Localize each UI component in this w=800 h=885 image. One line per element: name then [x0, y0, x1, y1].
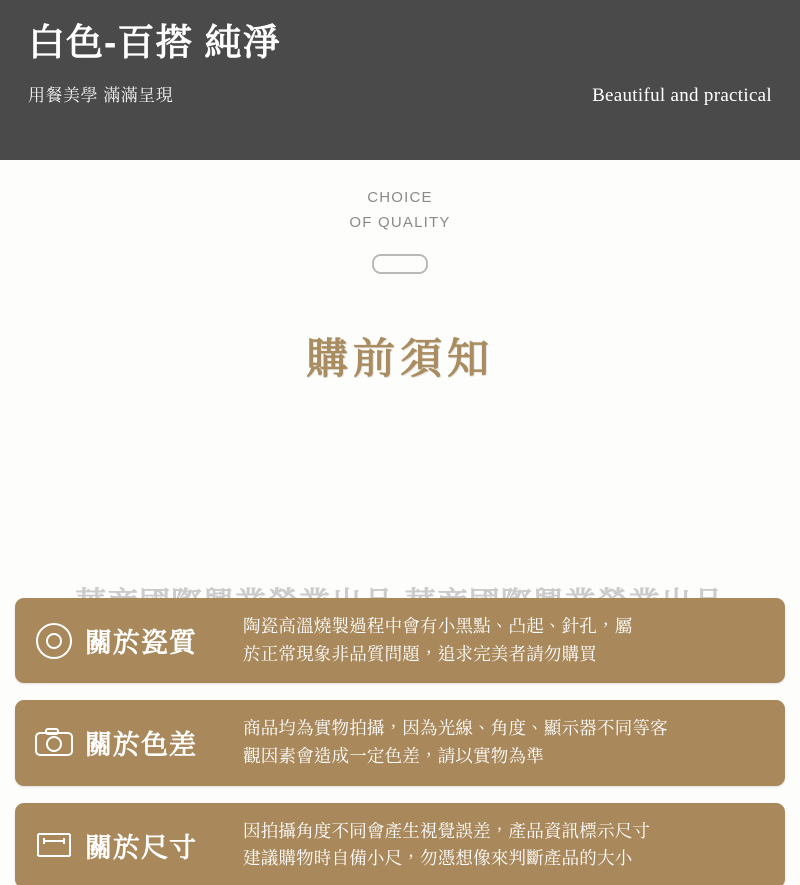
notice-card: [15, 803, 785, 885]
camera-icon: [31, 720, 77, 766]
notice-card-body-line: 觀因素會造成一定色差，請以實物為準: [243, 745, 544, 766]
hero-title: 白色-百搭 純淨: [28, 22, 281, 63]
notice-card: [15, 700, 785, 785]
notice-card-heading: [31, 822, 243, 868]
hero-english-tagline: Beautiful and practical: [592, 84, 772, 106]
notice-card-label: 關於尺寸: [85, 832, 197, 863]
notice-card-body: [243, 818, 767, 873]
choice-line-2: OF QUALITY: [349, 213, 451, 231]
pill-divider-icon: [372, 254, 428, 274]
notice-card-body: [243, 715, 767, 770]
notice-card-body-line: 因拍攝角度不同會產生視覺誤差，產品資訊標示尺寸: [243, 820, 651, 841]
notice-card-heading: [31, 618, 243, 664]
choice-line-1: CHOICE: [367, 189, 433, 206]
notice-card-list: [0, 598, 800, 885]
notice-card: [15, 598, 785, 683]
notice-card-body-line: 陶瓷高溫燒製過程中會有小黑點、凸起、針孔，屬: [243, 616, 633, 636]
hero-subtitle-row: [28, 81, 772, 107]
notice-card-body: [243, 613, 767, 668]
content-area: [0, 160, 800, 885]
notice-card-label: 關於瓷質: [85, 628, 197, 659]
measure-frame-icon: [31, 822, 77, 868]
notice-card-body-line: 商品均為實物拍攝，因為光線、角度、顯示器不同等客: [243, 718, 668, 739]
notice-card-body-line: 於正常現象非品質問題，追求完美者請勿購買: [243, 643, 597, 664]
hero-banner: [0, 0, 800, 160]
notice-card-heading: [31, 720, 243, 766]
hero-subtitle: 用餐美學 滿滿呈現: [28, 85, 174, 105]
choice-of-quality-block: [0, 160, 800, 274]
notice-card-body-line: 建議購物時自備小尺，勿憑想像來判斷產品的大小: [243, 848, 633, 869]
circle-target-icon: [31, 618, 77, 664]
notice-card-label: 關於色差: [85, 730, 197, 761]
page-title: 購前須知: [305, 334, 494, 382]
